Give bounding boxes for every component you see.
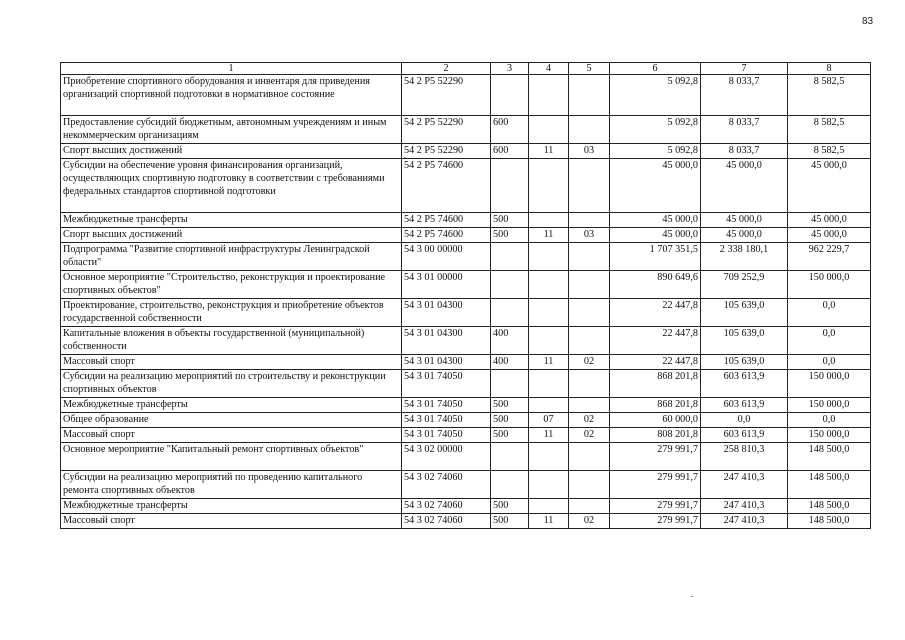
row-subsection-cell	[569, 499, 610, 514]
row-section-cell	[529, 75, 569, 116]
row-name-cell: Основное мероприятие "Капитальный ремонт спортивных объектов"	[61, 443, 402, 471]
row-expense-type-cell: 500	[491, 228, 529, 243]
row-value-8-cell: 8 582,5	[788, 116, 871, 144]
row-name-cell: Общее образование	[61, 413, 402, 428]
row-expense-type-cell	[491, 271, 529, 299]
row-subsection-cell: 03	[569, 144, 610, 159]
row-section-cell: 11	[529, 144, 569, 159]
table-row	[61, 499, 871, 514]
scan-speck	[404, 157, 406, 158]
row-subsection-cell	[569, 75, 610, 116]
row-section-cell	[529, 499, 569, 514]
row-expense-type-cell: 500	[491, 398, 529, 413]
table-row	[61, 144, 871, 159]
scan-speck	[691, 596, 693, 597]
row-section-cell	[529, 271, 569, 299]
row-section-cell	[529, 299, 569, 327]
row-value-7-cell: 105 639,0	[701, 327, 788, 355]
table-row	[61, 75, 871, 116]
row-subsection-cell: 02	[569, 428, 610, 443]
row-value-6-cell: 45 000,0	[610, 159, 701, 213]
row-value-7-cell: 8 033,7	[701, 75, 788, 116]
row-name-cell: Субсидии на реализацию мероприятий по строительству и реконструкции спортивных объектов	[61, 370, 402, 398]
page-number: 83	[862, 16, 874, 27]
row-value-8-cell: 45 000,0	[788, 159, 871, 213]
header-cell: 7	[701, 63, 788, 75]
row-expense-type-cell: 600	[491, 144, 529, 159]
row-section-cell: 11	[529, 514, 569, 529]
row-section-cell	[529, 443, 569, 471]
row-subsection-cell	[569, 116, 610, 144]
row-code-cell: 54 2 P5 52290	[402, 144, 491, 159]
table-row	[61, 413, 871, 428]
row-name-cell: Субсидии на реализацию мероприятий по проведению капитального ремонта спортивных объектов	[61, 471, 402, 499]
row-value-8-cell: 148 500,0	[788, 514, 871, 529]
row-section-cell	[529, 243, 569, 271]
row-section-cell	[529, 471, 569, 499]
table-row	[61, 299, 871, 327]
row-code-cell: 54 3 02 00000	[402, 443, 491, 471]
row-code-cell: 54 3 01 04300	[402, 355, 491, 370]
table-row	[61, 159, 871, 213]
row-value-7-cell: 247 410,3	[701, 471, 788, 499]
row-expense-type-cell	[491, 159, 529, 213]
row-value-8-cell: 150 000,0	[788, 428, 871, 443]
row-value-6-cell: 279 991,7	[610, 499, 701, 514]
row-expense-type-cell: 400	[491, 355, 529, 370]
row-value-6-cell: 45 000,0	[610, 228, 701, 243]
row-value-7-cell: 45 000,0	[701, 228, 788, 243]
row-section-cell: 11	[529, 428, 569, 443]
row-section-cell	[529, 327, 569, 355]
row-expense-type-cell	[491, 299, 529, 327]
table-row	[61, 514, 871, 529]
row-value-6-cell: 868 201,8	[610, 370, 701, 398]
row-name-cell: Межбюджетные трансферты	[61, 398, 402, 413]
row-section-cell: 11	[529, 228, 569, 243]
row-name-cell: Спорт высших достижений	[61, 228, 402, 243]
table-row	[61, 428, 871, 443]
row-expense-type-cell	[491, 243, 529, 271]
row-value-7-cell: 8 033,7	[701, 144, 788, 159]
row-expense-type-cell: 500	[491, 428, 529, 443]
row-value-8-cell: 8 582,5	[788, 144, 871, 159]
table-row	[61, 228, 871, 243]
row-value-7-cell: 0,0	[701, 413, 788, 428]
row-subsection-cell: 02	[569, 514, 610, 529]
row-code-cell: 54 2 P5 74600	[402, 228, 491, 243]
table-row	[61, 443, 871, 471]
row-section-cell	[529, 398, 569, 413]
row-value-7-cell: 247 410,3	[701, 514, 788, 529]
row-value-6-cell: 279 991,7	[610, 443, 701, 471]
row-subsection-cell	[569, 299, 610, 327]
row-value-6-cell: 22 447,8	[610, 327, 701, 355]
row-name-cell: Приобретение спортивного оборудования и инвентаря для приведения организаций спортивной подготовки в нормативное состояние	[61, 75, 402, 116]
header-cell: 5	[569, 63, 610, 75]
row-name-cell: Проектирование, строительство, реконструкция и приобретение объектов государственной собственности	[61, 299, 402, 327]
row-value-8-cell: 148 500,0	[788, 499, 871, 514]
row-expense-type-cell	[491, 75, 529, 116]
row-value-6-cell: 5 092,8	[610, 144, 701, 159]
header-cell: 6	[610, 63, 701, 75]
row-code-cell: 54 3 01 74050	[402, 413, 491, 428]
row-value-6-cell: 868 201,8	[610, 398, 701, 413]
row-name-cell: Межбюджетные трансферты	[61, 499, 402, 514]
row-value-7-cell: 603 613,9	[701, 428, 788, 443]
row-section-cell	[529, 116, 569, 144]
row-code-cell: 54 3 00 00000	[402, 243, 491, 271]
row-name-cell: Основное мероприятие "Строительство, реконструкция и проектирование спортивных объектов"	[61, 271, 402, 299]
row-expense-type-cell: 500	[491, 213, 529, 228]
row-subsection-cell	[569, 398, 610, 413]
header-cell: 1	[61, 63, 402, 75]
row-code-cell: 54 3 01 00000	[402, 271, 491, 299]
row-value-6-cell: 5 092,8	[610, 116, 701, 144]
header-cell: 2	[402, 63, 491, 75]
row-code-cell: 54 3 02 74060	[402, 514, 491, 529]
row-subsection-cell: 03	[569, 228, 610, 243]
row-code-cell: 54 3 02 74060	[402, 499, 491, 514]
row-section-cell: 11	[529, 355, 569, 370]
row-expense-type-cell: 600	[491, 116, 529, 144]
row-code-cell: 54 2 P5 74600	[402, 213, 491, 228]
row-subsection-cell	[569, 471, 610, 499]
row-name-cell: Массовый спорт	[61, 514, 402, 529]
row-subsection-cell: 02	[569, 355, 610, 370]
row-expense-type-cell	[491, 370, 529, 398]
row-value-6-cell: 60 000,0	[610, 413, 701, 428]
row-value-6-cell: 279 991,7	[610, 471, 701, 499]
table-row	[61, 116, 871, 144]
row-value-8-cell: 150 000,0	[788, 398, 871, 413]
row-subsection-cell	[569, 213, 610, 228]
row-subsection-cell	[569, 243, 610, 271]
row-value-8-cell: 962 229,7	[788, 243, 871, 271]
row-subsection-cell	[569, 370, 610, 398]
row-code-cell: 54 3 01 74050	[402, 398, 491, 413]
row-subsection-cell	[569, 443, 610, 471]
row-expense-type-cell	[491, 471, 529, 499]
row-value-7-cell: 247 410,3	[701, 499, 788, 514]
row-name-cell: Подпрограмма "Развитие спортивной инфраструктуры Ленинградской области"	[61, 243, 402, 271]
table-row	[61, 471, 871, 499]
row-name-cell: Капитальные вложения в объекты государственной (муниципальной) собственности	[61, 327, 402, 355]
row-value-6-cell: 1 707 351,5	[610, 243, 701, 271]
row-name-cell: Межбюджетные трансферты	[61, 213, 402, 228]
row-value-7-cell: 603 613,9	[701, 398, 788, 413]
row-value-8-cell: 148 500,0	[788, 471, 871, 499]
row-expense-type-cell: 500	[491, 499, 529, 514]
row-name-cell: Массовый спорт	[61, 355, 402, 370]
row-section-cell	[529, 213, 569, 228]
row-value-6-cell: 808 201,8	[610, 428, 701, 443]
row-expense-type-cell: 500	[491, 514, 529, 529]
row-value-7-cell: 45 000,0	[701, 159, 788, 213]
row-value-6-cell: 5 092,8	[610, 75, 701, 116]
row-code-cell: 54 2 P5 52290	[402, 116, 491, 144]
row-value-7-cell: 105 639,0	[701, 355, 788, 370]
row-value-6-cell: 279 991,7	[610, 514, 701, 529]
row-value-8-cell: 45 000,0	[788, 213, 871, 228]
row-name-cell: Массовый спорт	[61, 428, 402, 443]
header-cell: 8	[788, 63, 871, 75]
row-name-cell: Субсидии на обеспечение уровня финансирования организаций, осуществляющих спортивную подготовку в соответствии с требованиями федеральных стандартов спортивной подготовки	[61, 159, 402, 213]
row-section-cell: 07	[529, 413, 569, 428]
row-expense-type-cell	[491, 443, 529, 471]
row-value-7-cell: 45 000,0	[701, 213, 788, 228]
table-row	[61, 398, 871, 413]
row-code-cell: 54 3 01 04300	[402, 327, 491, 355]
header-row	[61, 63, 871, 75]
header-cell: 3	[491, 63, 529, 75]
table-row	[61, 271, 871, 299]
row-value-8-cell: 0,0	[788, 327, 871, 355]
row-name-cell: Спорт высших достижений	[61, 144, 402, 159]
row-value-7-cell: 603 613,9	[701, 370, 788, 398]
row-value-7-cell: 8 033,7	[701, 116, 788, 144]
row-subsection-cell	[569, 271, 610, 299]
table-row	[61, 370, 871, 398]
row-value-7-cell: 105 639,0	[701, 299, 788, 327]
row-value-8-cell: 150 000,0	[788, 370, 871, 398]
row-code-cell: 54 2 P5 74600	[402, 159, 491, 213]
table-row	[61, 213, 871, 228]
header-cell: 4	[529, 63, 569, 75]
row-value-6-cell: 890 649,6	[610, 271, 701, 299]
row-expense-type-cell: 500	[491, 413, 529, 428]
row-subsection-cell: 02	[569, 413, 610, 428]
row-value-8-cell: 8 582,5	[788, 75, 871, 116]
row-subsection-cell	[569, 327, 610, 355]
row-value-7-cell: 258 810,3	[701, 443, 788, 471]
table-row	[61, 327, 871, 355]
row-code-cell: 54 2 P5 52290	[402, 75, 491, 116]
budget-table	[60, 62, 871, 529]
table-body	[61, 75, 871, 529]
table-row	[61, 243, 871, 271]
row-code-cell: 54 3 01 04300	[402, 299, 491, 327]
row-value-6-cell: 22 447,8	[610, 299, 701, 327]
row-value-7-cell: 709 252,9	[701, 271, 788, 299]
row-code-cell: 54 3 01 74050	[402, 428, 491, 443]
row-value-6-cell: 45 000,0	[610, 213, 701, 228]
row-value-7-cell: 2 338 180,1	[701, 243, 788, 271]
row-value-8-cell: 45 000,0	[788, 228, 871, 243]
row-code-cell: 54 3 02 74060	[402, 471, 491, 499]
row-value-8-cell: 148 500,0	[788, 443, 871, 471]
row-subsection-cell	[569, 159, 610, 213]
row-value-8-cell: 0,0	[788, 299, 871, 327]
row-value-8-cell: 150 000,0	[788, 271, 871, 299]
row-name-cell: Предоставление субсидий бюджетным, автономным учреждениям и иным некоммерческим организациям	[61, 116, 402, 144]
row-code-cell: 54 3 01 74050	[402, 370, 491, 398]
row-value-8-cell: 0,0	[788, 355, 871, 370]
row-value-6-cell: 22 447,8	[610, 355, 701, 370]
row-value-8-cell: 0,0	[788, 413, 871, 428]
row-expense-type-cell: 400	[491, 327, 529, 355]
row-section-cell	[529, 159, 569, 213]
row-section-cell	[529, 370, 569, 398]
table-row	[61, 355, 871, 370]
